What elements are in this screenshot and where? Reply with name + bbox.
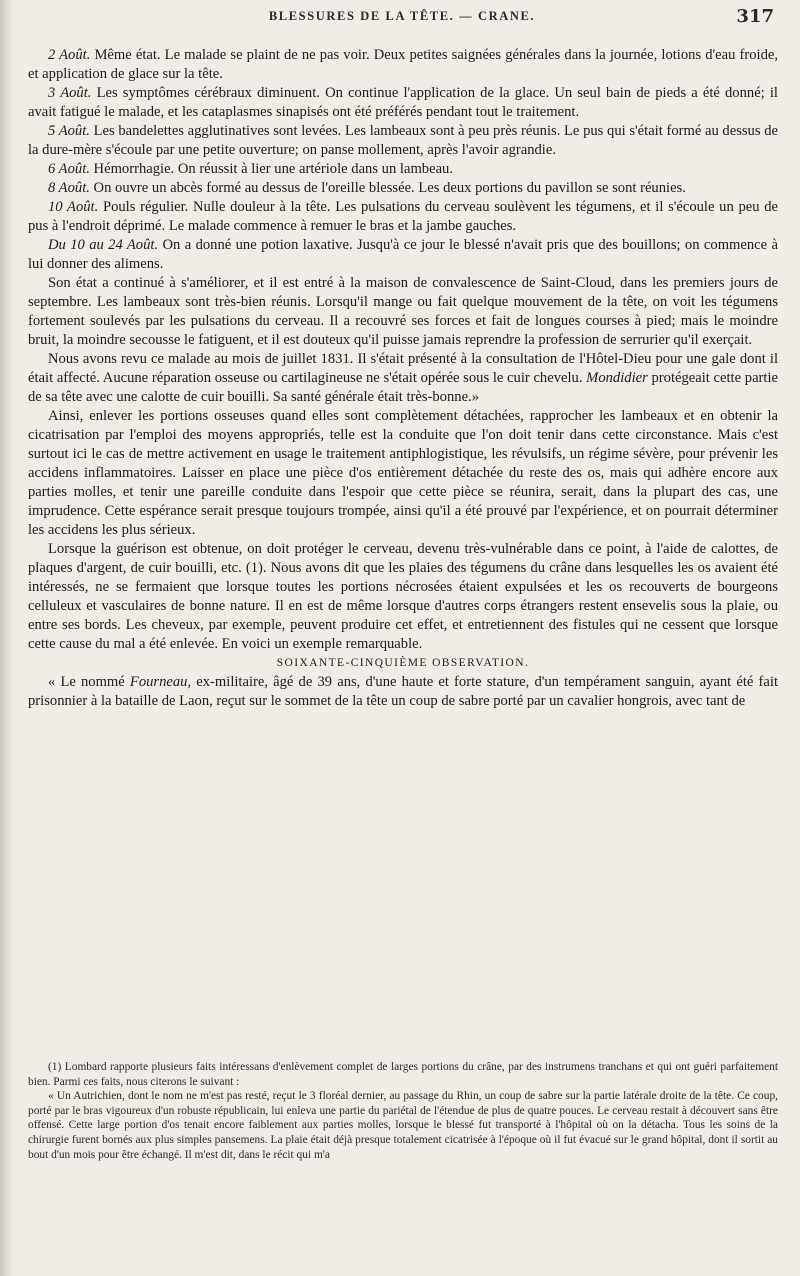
page-gutter-shadow [0, 0, 14, 1276]
paragraph-text: On a donné une potion laxative. Jusqu'à ce jour le blessé n'avait pris que des bouillons; on commence à lui donner des alimens. [28, 237, 778, 272]
paragraph [28, 350, 778, 407]
paragraph-text: Nous avons revu ce malade au mois de juillet 1831. Il s'était présenté à la consultation de l'Hôtel-Dieu pour une gale dont il était affecté. Aucune réparation osseuse ou cartilagineuse ne s'était opérée sous le cuir chevelu. [28, 351, 778, 386]
paragraph [28, 407, 778, 540]
paragraph [28, 236, 778, 274]
paragraph-text: protégeait cette partie de sa tête avec une calotte de cuir bouilli. Sa santé générale était très-bonne.» [28, 370, 778, 405]
paragraph-text: Lorsque la guérison est obtenue, on doit protéger le cerveau, devenu très-vulnérable dans ce point, à l'aide de calottes, de plaques d'argent, de cuir bouilli, etc. (1). Nous avons dit que les plaies des tégumens du crâne dans lesquelles les os avaient été intéressés, ne se fermaient que lorsque toutes les portions nécrosées étaient expulsées et les os recouverts de bourgeons celluleux et vasculaires de bonne nature. Il en est de même lorsque d'autres corps étrangers restent ensevelis sous la plaie, ou entre ses bords. Les cheveux, par exemple, peuvent produire cet effet, et entretiennent des fistules qui ne cessent que lorsque cette cause du mal a été enlevée. En voici un exemple remarquable. [28, 541, 778, 652]
observation-heading: SOIXANTE-CINQUIÈME OBSERVATION. [276, 657, 530, 669]
paragraph [28, 198, 778, 236]
entry-date: 8 Août. [48, 180, 90, 196]
paragraph-text: Ainsi, enlever les portions osseuses quand elles sont complètement détachées, rapprocher les lambeaux et en obtenir la cicatrisation par l'emploi des moyens appropriés, telle est la conduite que l'on doit tenir dans cette circonstance. Mais c'est surtout ici le cas de mettre activement en usage le traitement antiphlogistique, les révulsifs, un régime sévère, pour prévenir les accidens inflammatoires. Laisser en place une pièce d'os entièrement détachée du reste des os, mais qui adhère encore aux parties molles, et tenir une pareille conduite dans l'espoir que cette pièce se réunira, serait, dans la plupart des cas, une imprudence. Cette espérance serait presque toujours trompée, ainsi qu'il a été prouvé par l'expérience, et on pourrait déterminer les accidens les plus sérieux. [28, 408, 778, 538]
paragraph [28, 84, 778, 122]
paragraph-text: Les bandelettes agglutinatives sont levées. Les lambeaux sont à peu près réunis. Le pus qui s'était formé au dessus de la dure-mère s'écoule par une petite ouverture; on panse mollement, après l'avoir agrandie. [28, 123, 778, 158]
paragraph [28, 274, 778, 350]
footnote: (1) Lombard rapporte plusieurs faits intéressans d'enlèvement complet de larges portions du crâne, par des instrumens tranchans et qui ont guéri parfaitement bien. Parmi ces faits, nous citerons le suivant : [28, 1061, 778, 1088]
paragraph [28, 160, 778, 179]
paragraph-text: « Le nommé [48, 674, 130, 690]
paragraph-text: Son état a continué à s'améliorer, et il est entré à la maison de convalescence de Saint-Cloud, dans les premiers jours de septembre. Les lambeaux sont très-bien réunis. Lorsqu'il mange ou fait quelque mouvement de la tête, on voit les tégumens fortement soulevés par les pulsations du cerveau. Il a recouvré ses forces et fait de longues courses à pied; mais le moindre bruit, la moindre secousse le fatiguent, et il est douteux qu'il puisse jamais reprendre la profession de serrurier qu'il exerçait. [28, 275, 778, 348]
entry-date: 10 Août. [48, 199, 99, 215]
footnote: « Un Autrichien, dont le nom ne m'est pas resté, reçut le 3 floréal dernier, au passage du Rhin, un coup de sabre sur la partie latérale droite de la tête. Ce coup, porté par le bras vigoureux d'un robuste républicain, lui enleva une partie du pariétal de l'étendue de plus de quatre pouces. Le cerveau restait à découvert sans être offensé. Cette large portion d'os tenait encore faiblement aux parties molles, lorsque le blessé fut transporté à l'hôpital où on la détacha. Tous les soins de la chirurgie furent bornés aux plus simples pansemens. La plaie était déjà presque totalement cicatrisée à l'époque où il fut évacué sur le grand hôpital, dont il sortit au bout d'un mois pour être échangé. Il m'est dit, dans le récit qui m'a [28, 1090, 778, 1161]
running-title: BLESSURES DE LA TÊTE. — CRANE. [268, 9, 536, 23]
paragraph [28, 46, 778, 84]
paragraph-text: Hémorrhagie. On réussit à lier une artériole dans un lambeau. [89, 161, 453, 177]
entry-date: 3 Août. [48, 85, 92, 101]
patient-name: Mondidier [586, 370, 648, 386]
paragraph-text: Les symptômes cérébraux diminuent. On continue l'application de la glace. Un seul bain de pieds a été donné; il avait fatigué le malade, et les cataplasmes sinapisés ont été préférés pendant tout le traitement. [28, 85, 778, 120]
entry-date: 5 Août. [48, 123, 90, 139]
paragraph [28, 540, 778, 654]
patient-name: Fourneau [129, 674, 188, 690]
paragraph [28, 122, 778, 160]
entry-date: Du 10 au 24 Août. [48, 237, 159, 253]
paragraph-text: Pouls régulier. Nulle douleur à la tête. Les pulsations du cerveau soulèvent les tégumens, et il s'écoule un peu de pus à l'endroit déprimé. Le malade commence à remuer le bras et la jambe gauches. [28, 199, 778, 234]
entry-date: 6 Août. [48, 161, 90, 177]
paragraph-text: Même état. Le malade se plaint de ne pas voir. Deux petites saignées générales dans la journée, lotions d'eau froide, et application de glace sur la tête. [28, 47, 778, 82]
paragraph [28, 179, 778, 198]
entry-date: 2 Août. [48, 47, 91, 63]
observation-paragraph [28, 673, 778, 711]
page-number: 317 [736, 6, 774, 27]
paragraph-text: On ouvre un abcès formé au dessus de l'oreille blessée. Les deux portions du pavillon se sont réunies. [89, 180, 686, 196]
footnotes [28, 1060, 778, 1162]
paragraph-text: , ex-militaire, âgé de 39 ans, d'une haute et forte stature, d'un tempérament sanguin, ayant été fait prisonnier à la bataille de Laon, reçut sur le sommet de la tête un coup de sabre porté par un cavalier hongrois, avec tant de [28, 674, 778, 709]
main-text [28, 46, 778, 711]
page-header [0, 6, 800, 30]
